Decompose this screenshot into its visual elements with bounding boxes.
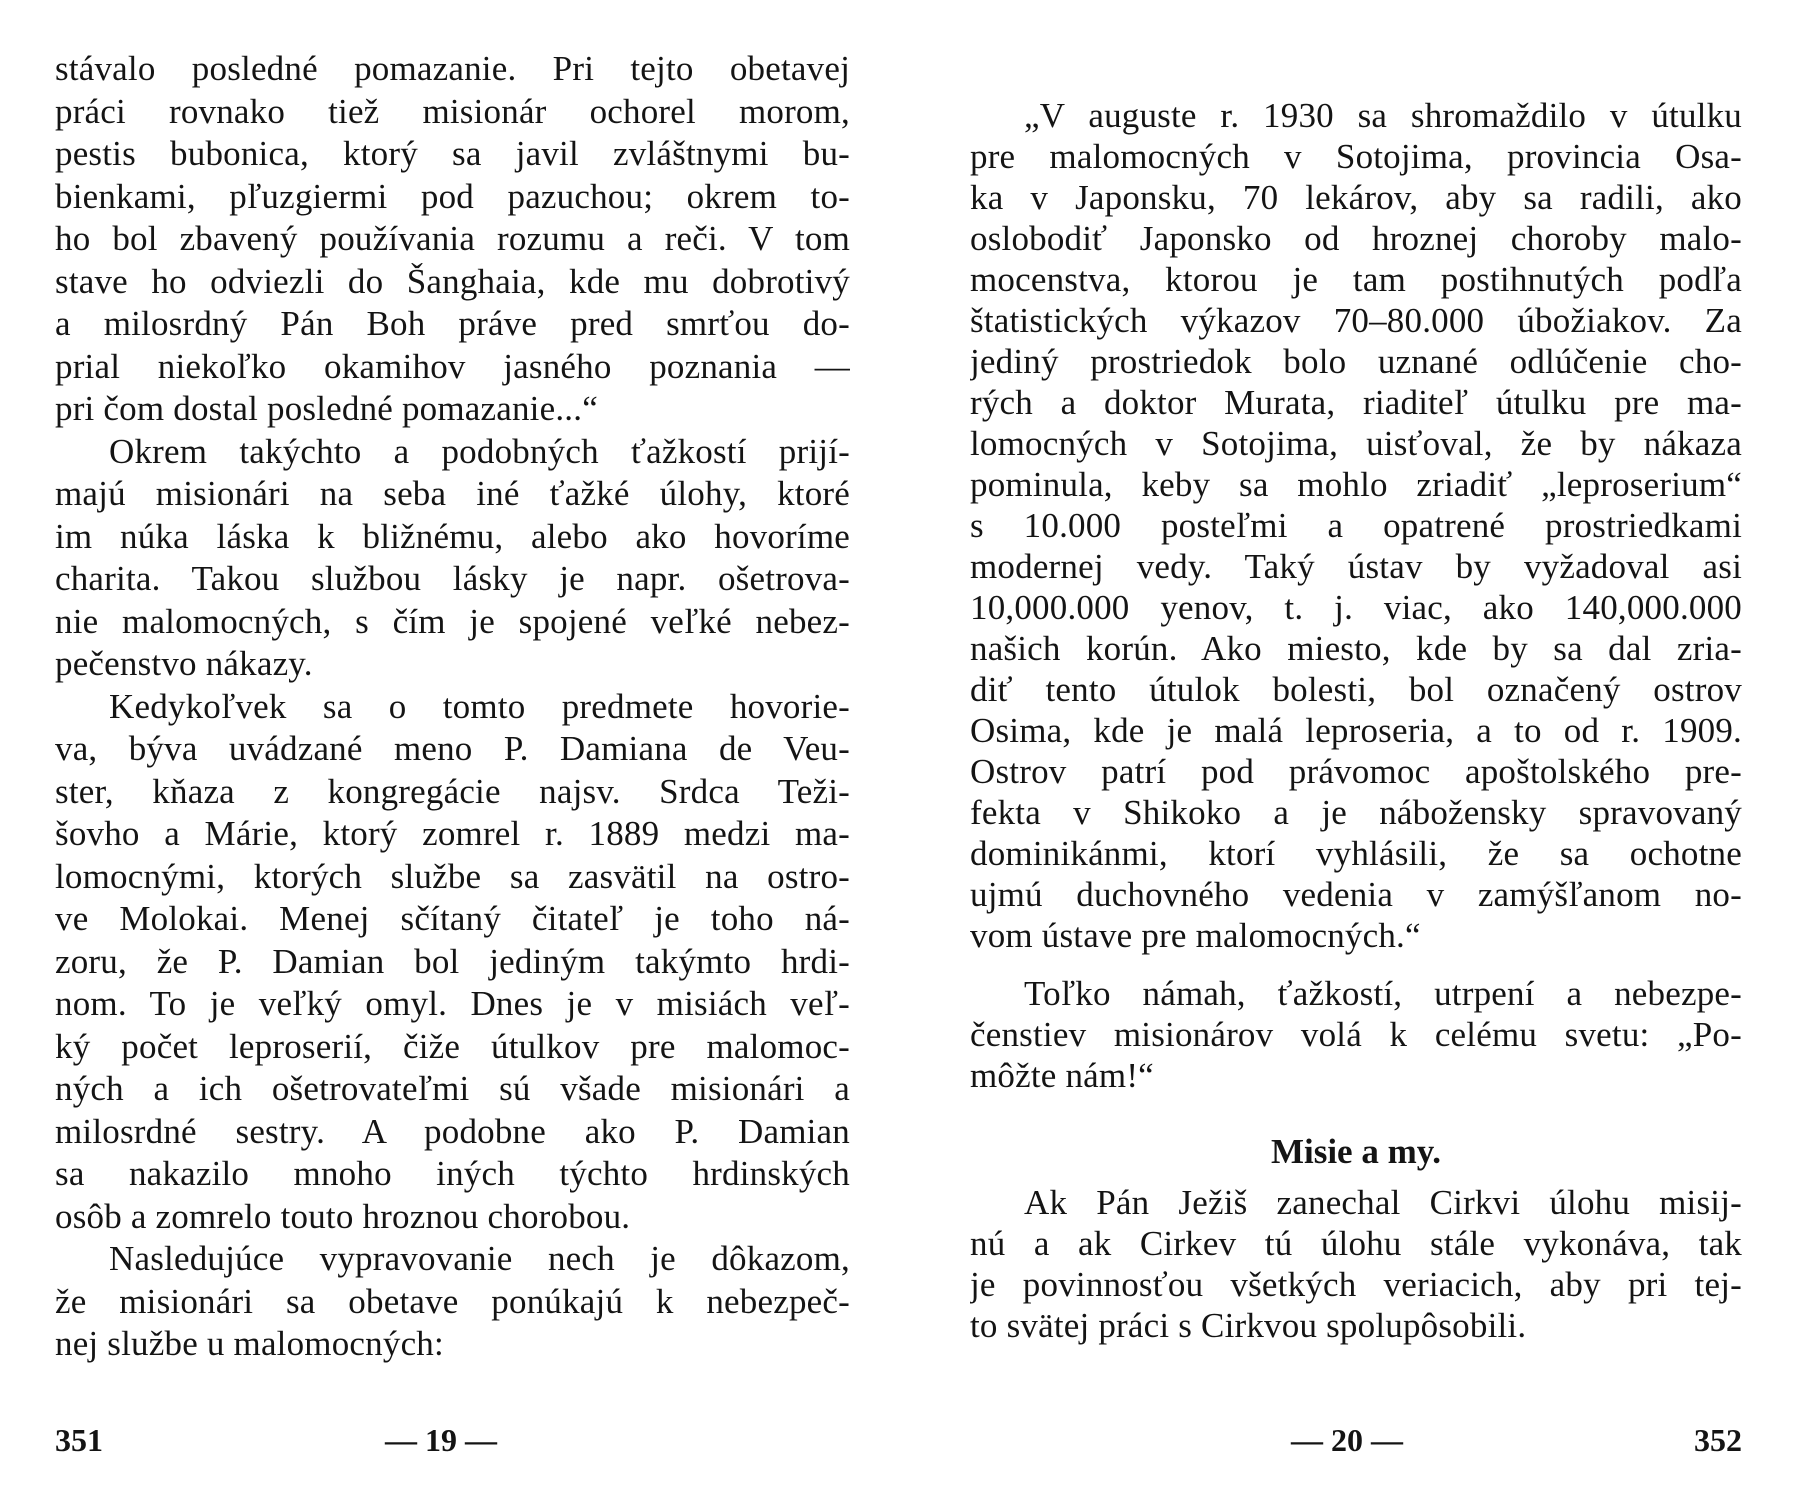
text-line: Kedykoľvek sa o tomto predmete hovorie- bbox=[109, 686, 850, 726]
text-line: vom ústave pre malomocných.“ bbox=[970, 916, 1421, 955]
text-line: fekta v Shikoko a je nábožensky spravovaný bbox=[970, 793, 1742, 832]
text-line: ných a ich ošetrovateľmi sú všade misionári a bbox=[55, 1069, 850, 1108]
text-line: mocenstva, ktorou je tam postihnutých podľa bbox=[970, 260, 1742, 299]
text-line: majú misionári na seba iné ťažké úlohy, ktoré bbox=[55, 474, 850, 513]
text-line: pečenstvo nákazy. bbox=[55, 644, 313, 683]
text-line: oslobodiť Japonsko od hroznej choroby malo- bbox=[970, 219, 1742, 258]
book-page-number: 351 bbox=[55, 1422, 103, 1458]
text-line: va, býva uvádzané meno P. Damiana de Veu- bbox=[55, 729, 850, 768]
text-line: štatistických výkazov 70–80.000 úbožiakov. Za bbox=[970, 301, 1742, 340]
text-line: našich korún. Ako miesto, kde by sa dal zria- bbox=[970, 629, 1742, 668]
text-line: Toľko námah, ťažkostí, utrpení a nebezpe- bbox=[1024, 974, 1742, 1013]
text-line: lomocnými, ktorých službe sa zasvätil na ostro- bbox=[55, 856, 850, 896]
text-line: Okrem takýchto a podobných ťažkostí prijí- bbox=[109, 431, 850, 471]
text-line: stave ho odviezli do Šanghaia, kde mu dobrotivý bbox=[55, 261, 850, 301]
paragraph-gap bbox=[970, 956, 1742, 973]
text-line: práci rovnako tiež misionár ochorel morom, bbox=[55, 91, 850, 131]
text-line: diť tento útulok bolesti, bol označený ostrov bbox=[970, 670, 1742, 709]
text-line: ký počet leproserií, čiže útulkov pre malomoc- bbox=[55, 1026, 850, 1066]
text-line: ujmú duchovného vedenia v zamýšľanom no- bbox=[970, 875, 1742, 914]
text-line: je povinnosťou všetkých veriacich, aby pri tej- bbox=[970, 1265, 1742, 1304]
text-line: osôb a zomrelo touto hroznou chorobou. bbox=[55, 1196, 631, 1236]
text-line: pestis bubonica, ktorý sa javil zvláštnymi bu- bbox=[55, 134, 850, 173]
text-line: nú a ak Cirkev tú úlohu stále vykonáva, tak bbox=[970, 1224, 1742, 1263]
text-line: Ostrov patrí pod právomoc apoštolského pre- bbox=[970, 752, 1742, 791]
text-line: lomocných v Sotojima, uisťoval, že by nákaza bbox=[970, 424, 1742, 463]
text-line: môžte nám!“ bbox=[970, 1056, 1154, 1095]
text-line: „V auguste r. 1930 sa shromaždilo v útulku bbox=[1024, 96, 1742, 135]
text-line: charita. Takou službou lásky je napr. ošetrova- bbox=[55, 559, 850, 598]
text-line: 10,000.000 yenov, t. j. viac, ako 140,000.000 bbox=[970, 588, 1742, 627]
text-line: čenstiev misionárov volá k celému svetu: „Po- bbox=[970, 1015, 1742, 1054]
text-line: nie malomocných, s čím je spojené veľké nebez- bbox=[55, 601, 850, 641]
text-line: stávalo posledné pomazanie. Pri tejto obetavej bbox=[55, 49, 850, 88]
text-line: ho bol zbavený používania rozumu a reči. V tom bbox=[55, 219, 850, 258]
text-line: rých a doktor Murata, riaditeľ útulku pre ma- bbox=[970, 383, 1742, 422]
text-line: Nasledujúce vypravovanie nech je dôkazom, bbox=[109, 1239, 850, 1278]
text-line: ka v Japonsku, 70 lekárov, aby sa radili, ako bbox=[970, 178, 1742, 217]
text-line: ve Molokai. Menej sčítaný čitateľ je toho ná- bbox=[55, 899, 850, 938]
right-page bbox=[898, 0, 1796, 1500]
text-line: nom. To je veľký omyl. Dnes je v misiách veľ- bbox=[55, 984, 850, 1023]
text-line: im núka láska k bližnému, alebo ako hovoríme bbox=[55, 516, 850, 556]
text-line: pre malomocných v Sotojima, provincia Osa- bbox=[970, 137, 1742, 176]
text-line: šovho a Márie, ktorý zomrel r. 1889 medzi ma- bbox=[55, 814, 850, 853]
text-line: prial niekoľko okamihov jasného poznania — bbox=[55, 346, 850, 386]
text-line: milosrdné sestry. A podobne ako P. Damian bbox=[55, 1111, 850, 1151]
text-line: nej službe u malomocných: bbox=[55, 1324, 444, 1363]
book-page-number: 352 bbox=[1694, 1422, 1742, 1458]
text-line: zoru, že P. Damian bol jediným takýmto hrdi- bbox=[55, 941, 850, 981]
left-page-text bbox=[55, 48, 850, 1366]
text-line: dominikánmi, ktorí vyhlásili, že sa ochotne bbox=[970, 834, 1742, 873]
page-folio: — 19 — bbox=[385, 1422, 497, 1458]
text-line: bienkami, pľuzgiermi pod pazuchou; okrem to- bbox=[55, 176, 850, 216]
text-line: Ak Pán Ježiš zanechal Cirkvi úlohu misij- bbox=[1024, 1183, 1742, 1222]
text-line: pri čom dostal posledné pomazanie...“ bbox=[55, 389, 598, 428]
text-line: modernej vedy. Taký ústav by vyžadoval asi bbox=[970, 547, 1742, 586]
text-line: ster, kňaza z kongregácie najsv. Srdca Teži- bbox=[55, 771, 850, 811]
right-page-text bbox=[970, 95, 1742, 1346]
text-line: sa nakazilo mnoho iných týchto hrdinských bbox=[55, 1154, 850, 1193]
page-folio: — 20 — bbox=[1291, 1422, 1403, 1458]
section-heading: Misie a my. bbox=[1270, 1132, 1442, 1171]
text-line: a milosrdný Pán Boh práve pred smrťou do- bbox=[55, 304, 850, 343]
text-line: jediný prostriedok bolo uznané odlúčenie cho- bbox=[970, 342, 1742, 381]
text-line: pominula, keby sa mohlo zriadiť „leproserium“ bbox=[970, 465, 1742, 504]
text-line: s 10.000 posteľmi a opatrené prostriedkami bbox=[970, 506, 1742, 545]
text-line: to svätej práci s Cirkvou spolupôsobili. bbox=[970, 1306, 1527, 1345]
text-line: že misionári sa obetave ponúkajú k nebezpeč- bbox=[55, 1281, 850, 1321]
text-line: Osima, kde je malá leproseria, a to od r. 1909. bbox=[970, 711, 1742, 750]
